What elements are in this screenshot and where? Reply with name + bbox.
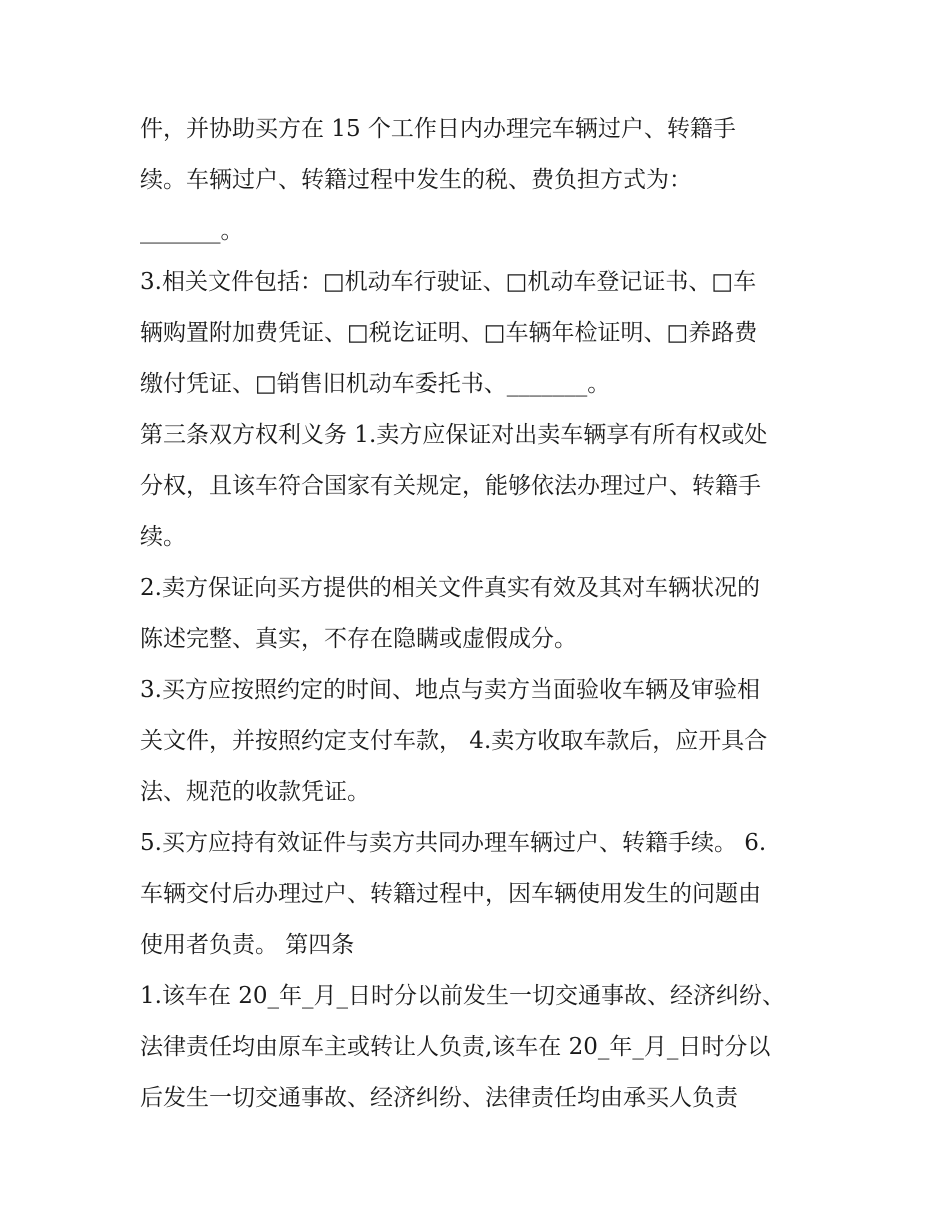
contract-text [140, 110, 820, 1130]
text-line: 缴付凭证、□销售旧机动车委托书、_______。 [140, 371, 611, 397]
text-line: 3.买方应按照约定的时间、地点与卖方当面验收车辆及审验相 [140, 677, 760, 703]
text-line: 第三条双方权利义务 1.卖方应保证对出卖车辆享有所有权或处 [140, 422, 768, 448]
text-line: 法、规范的收款凭证。 [140, 779, 370, 805]
text-line: 件，并协助买方在 15 个工作日内办理完车辆过户、转籍手 [140, 116, 736, 142]
text-line: 使用者负责。 第四条 [140, 932, 355, 958]
text-line: 关文件，并按照约定支付车款， 4.卖方收取车款后，应开具合 [140, 728, 768, 754]
text-line: 分权，且该车符合国家有关规定，能够依法办理过户、转籍手 [140, 473, 761, 499]
text-line: 2.卖方保证向买方提供的相关文件真实有效及其对车辆状况的 [140, 575, 760, 601]
text-line: 辆购置附加费凭证、□税讫证明、□车辆年检证明、□养路费 [140, 320, 758, 346]
text-line: 陈述完整、真实，不存在隐瞒或虚假成分。 [140, 626, 577, 652]
text-line: 续。车辆过户、转籍过程中发生的税、费负担方式为： [140, 167, 692, 193]
text-line: 法律责任均由原车主或转让人负责,该车在 20_年_月_日时分以 [140, 1034, 771, 1060]
text-line: 3.相关文件包括：□机动车行驶证、□机动车登记证书、□车 [140, 269, 757, 295]
text-line: 续。 [140, 524, 186, 550]
text-line: 后发生一切交通事故、经济纠纷、法律责任均由承买人负责 [140, 1085, 738, 1111]
text-line: _______。 [140, 218, 244, 244]
text-line: 1.该车在 20_年_月_日时分以前发生一切交通事故、经济纠纷、 [140, 983, 786, 1009]
text-line: 5.买方应持有效证件与卖方共同办理车辆过户、转籍手续。 6. [140, 830, 767, 856]
text-line: 车辆交付后办理过户、转籍过程中，因车辆使用发生的问题由 [140, 881, 761, 907]
